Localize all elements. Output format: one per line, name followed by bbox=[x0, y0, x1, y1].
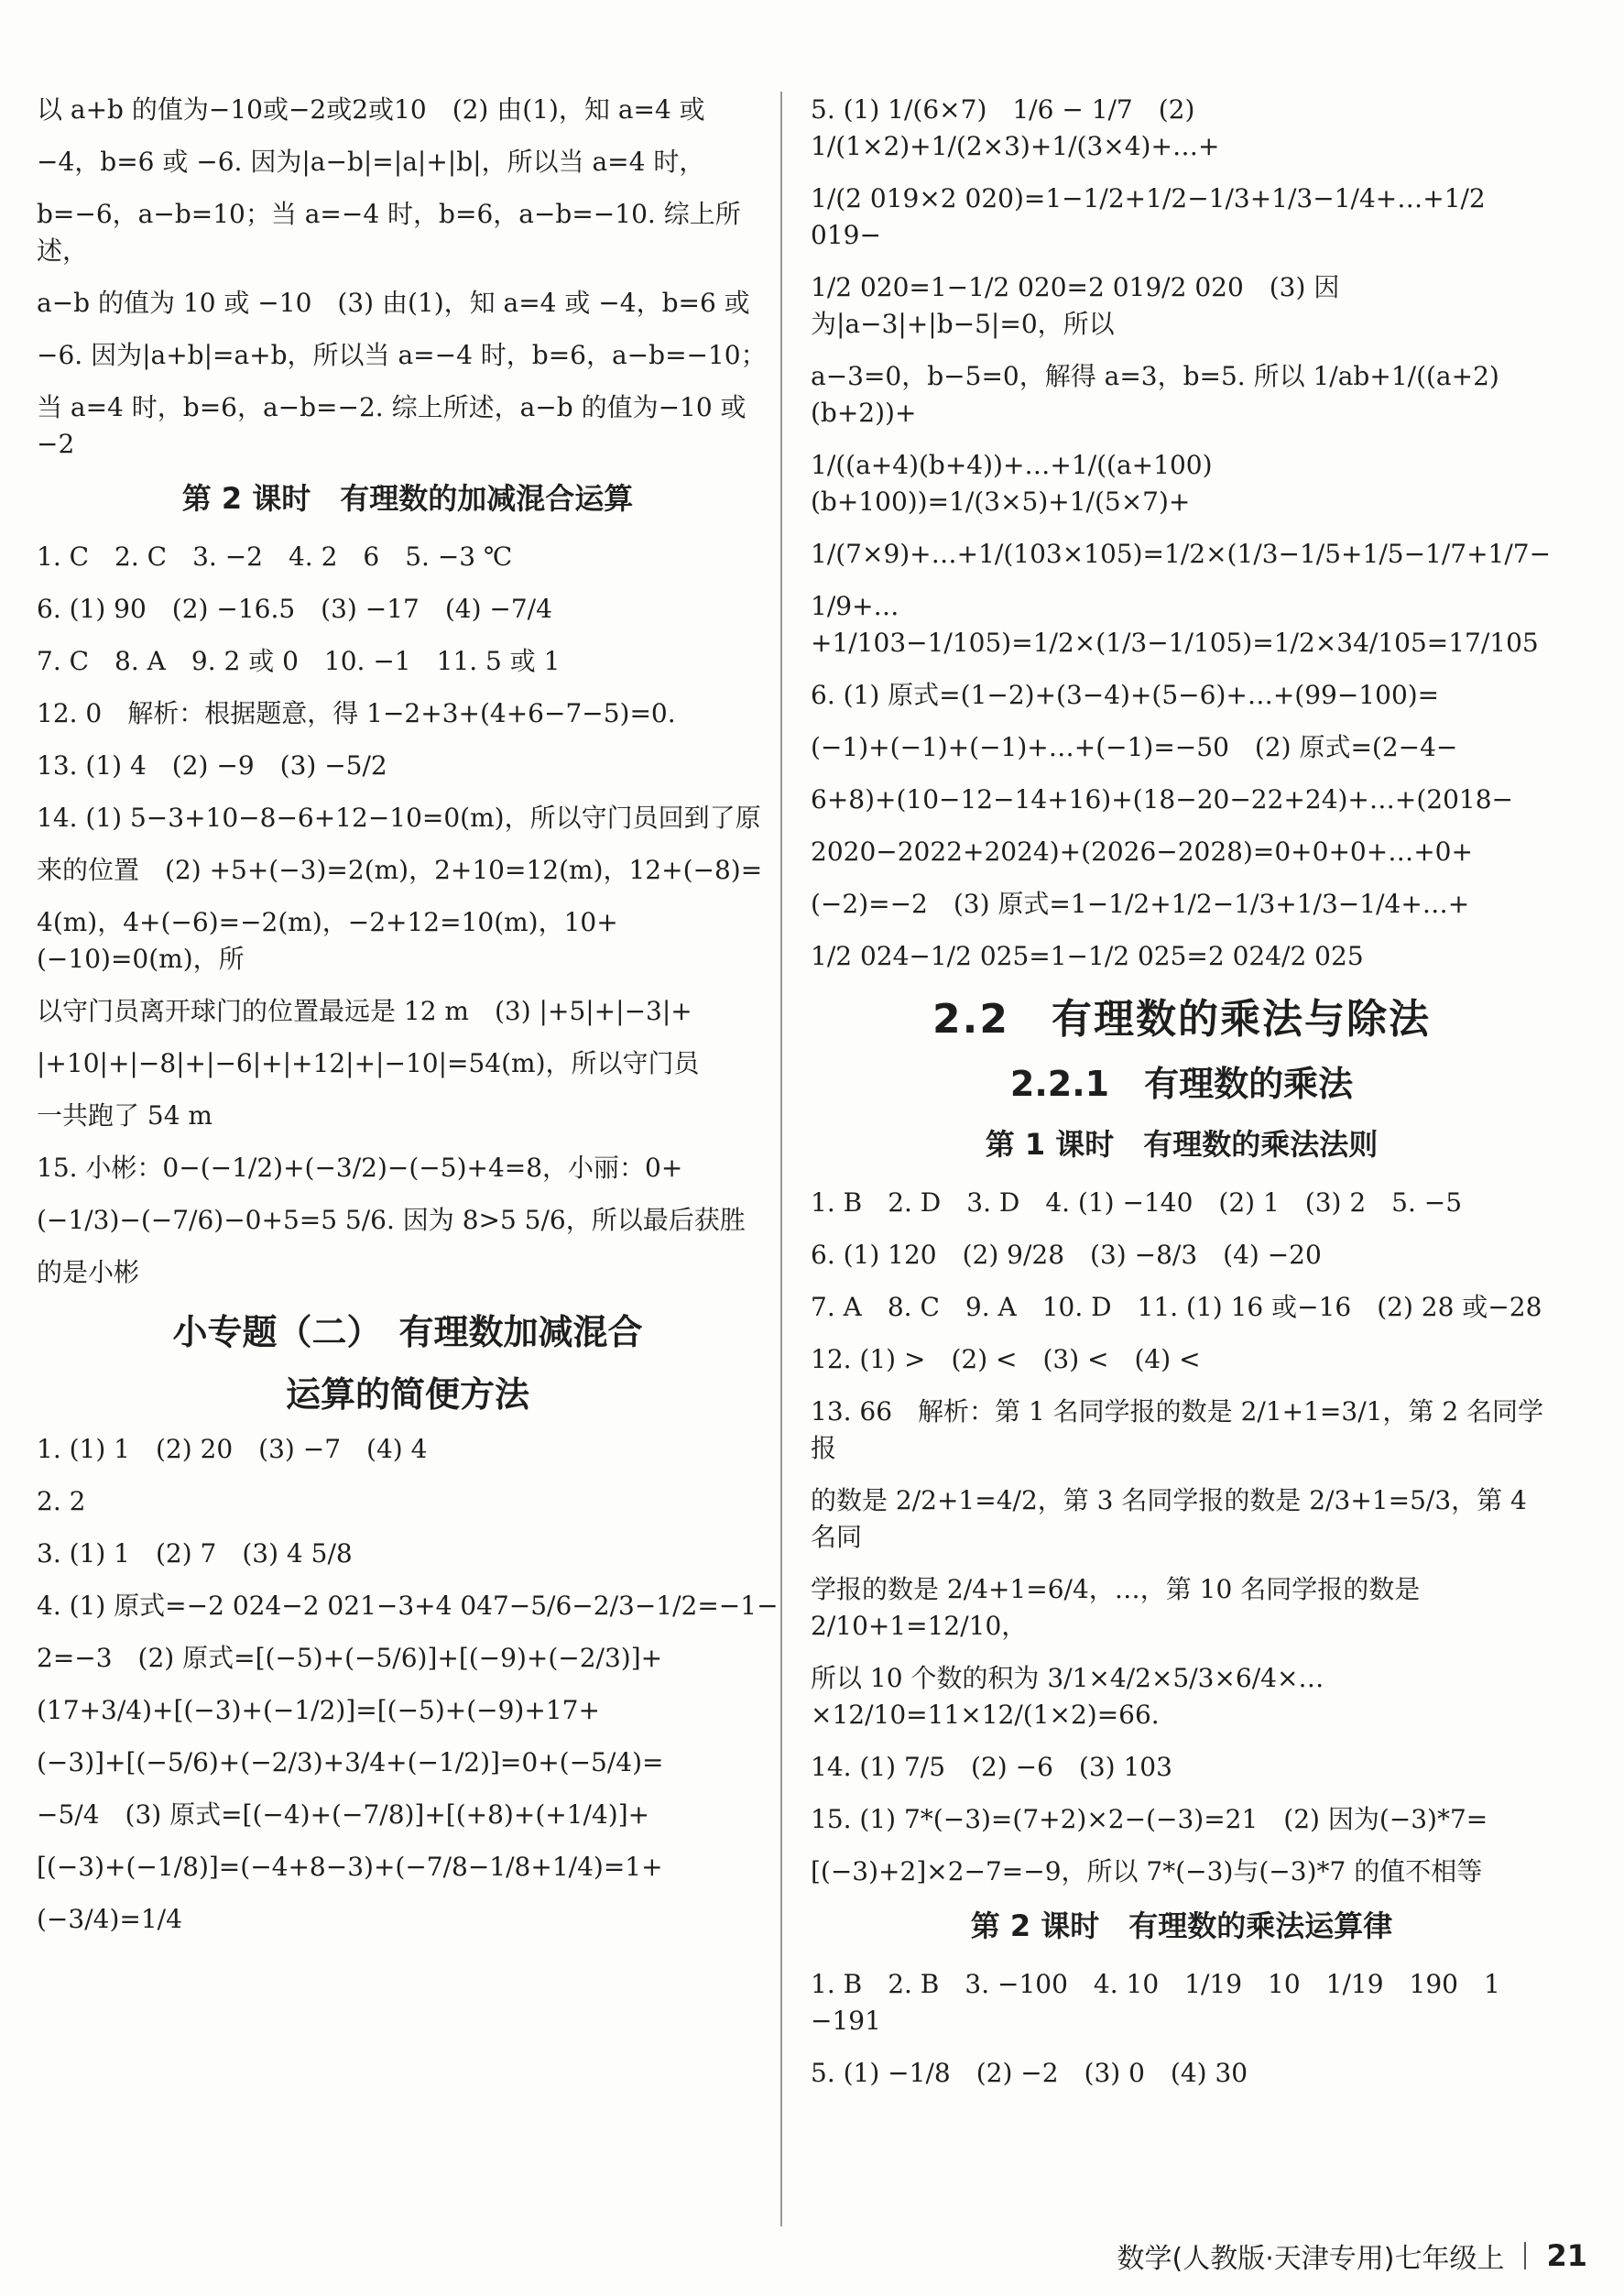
answer-line: 的数是 2/2+1=4/2，第 3 名同学报的数是 2/3+1=5/3，第 4 名同 bbox=[811, 1485, 1535, 1552]
answer-line: 1/2 024−1/2 025=1−1/2 025=2 024/2 025 bbox=[811, 941, 1364, 971]
answer-line: |+10|+|−8|+|−6|+|+12|+|−10|=54(m)，所以守门员 bbox=[37, 1048, 700, 1078]
answer-line: 学报的数是 2/4+1=6/4，…，第 10 名同学报的数是 2/10+1=12/10， bbox=[811, 1574, 1429, 1641]
answer-line: −5/4 (3) 原式=[(−4)+(−7/8)]+[(+8)+(+1/4)]+ bbox=[37, 1799, 650, 1830]
answer-line: 4. (1) 原式=−2 024−2 021−3+4 047−5/6−2/3−1/2=−1− bbox=[37, 1591, 779, 1621]
answer-line: 当 a=4 时，b=6，a−b=−2. 综上所述，a−b 的值为−10 或−2 bbox=[37, 392, 747, 459]
answer-line: −6. 因为|a+b|=a+b，所以当 a=−4 时，b=6，a−b=−10； bbox=[37, 340, 767, 370]
lesson-heading: 第 1 课时 有理数的乘法法则 bbox=[985, 1127, 1379, 1162]
answer-line: 5. (1) −1/8 (2) −2 (3) 0 (4) 30 bbox=[811, 2058, 1248, 2088]
column-divider bbox=[780, 92, 782, 2226]
subsection-heading: 2.2.1 有理数的乘法 bbox=[1009, 1064, 1354, 1104]
answer-line: (−1/3)−(−7/6)−0+5=5 5/6. 因为 8>5 5/6，所以最后获胜 bbox=[37, 1205, 746, 1235]
topic-heading: 运算的简便方法 bbox=[285, 1374, 529, 1415]
answer-line: 7. A 8. C 9. A 10. D 11. (1) 16 或−16 (2) 28 或−28 bbox=[811, 1292, 1542, 1322]
lesson-heading: 第 2 课时 有理数的加减混合运算 bbox=[181, 481, 634, 516]
answer-line: 12. 0 解析：根据题意，得 1−2+3+(4+6−7−5)=0. bbox=[37, 698, 676, 728]
answer-line: 来的位置 (2) +5+(−3)=2(m)，2+10=12(m)，12+(−8)= bbox=[37, 855, 763, 885]
answer-line: 1. C 2. C 3. −2 4. 2 6 5. −3 ℃ bbox=[37, 541, 513, 572]
answer-line: 所以 10 个数的积为 3/1×4/2×5/3×6/4×…×12/10=11×12/(1×2)=66. bbox=[811, 1663, 1324, 1730]
answer-line: 的是小彬 bbox=[37, 1257, 140, 1287]
answer-line: [(−3)+(−1/8)]=(−4+8−3)+(−7/8−1/8+1/4)=1+ bbox=[37, 1852, 663, 1882]
answer-line: 1/2 020=1−1/2 020=2 019/2 020 (3) 因为|a−3|+|b−5|=0，所以 bbox=[811, 272, 1340, 339]
answer-line: 14. (1) 7/5 (2) −6 (3) 103 bbox=[811, 1752, 1172, 1782]
answer-line: 1. (1) 1 (2) 20 (3) −7 (4) 4 bbox=[37, 1434, 428, 1464]
lesson-heading: 第 2 课时 有理数的乘法运算律 bbox=[970, 1908, 1393, 1943]
answer-line: 以守门员离开球门的位置最远是 12 m (3) |+5|+|−3|+ bbox=[37, 996, 692, 1026]
answer-line: [(−3)+2]×2−7=−9，所以 7*(−3)与(−3)*7 的值不相等 bbox=[811, 1856, 1483, 1886]
answer-line: 1. B 2. D 3. D 4. (1) −140 (2) 1 (3) 2 5. −5 bbox=[811, 1187, 1463, 1218]
book-title: 数学(人教版·天津专用)七年级上 bbox=[1117, 2243, 1505, 2275]
answer-line: 以 a+b 的值为−10或−2或2或10 (2) 由(1)，知 a=4 或 bbox=[37, 94, 705, 125]
answer-line: 15. 小彬：0−(−1/2)+(−3/2)−(−5)+4=8，小丽：0+ bbox=[37, 1153, 683, 1183]
answer-line: 15. (1) 7*(−3)=(7+2)×2−(−3)=21 (2) 因为(−3)*7= bbox=[811, 1804, 1488, 1834]
answer-line: 6. (1) 120 (2) 9/28 (3) −8/3 (4) −20 bbox=[811, 1240, 1322, 1270]
answer-line: (−2)=−2 (3) 原式=1−1/2+1/2−1/3+1/3−1/4+…+ bbox=[811, 889, 1470, 919]
right-column bbox=[811, 92, 1553, 2217]
answer-line: 5. (1) 1/(6×7) 1/6 − 1/7 (2) 1/(1×2)+1/(2×3)+1/(3×4)+…+ bbox=[811, 94, 1220, 161]
answer-line: 1/(2 019×2 020)=1−1/2+1/2−1/3+1/3−1/4+…+1/2 019− bbox=[811, 183, 1494, 250]
answer-line: (−1)+(−1)+(−1)+…+(−1)=−50 (2) 原式=(2−4− bbox=[811, 732, 1458, 762]
answer-line: 13. 66 解析：第 1 名同学报的数是 2/1+1=3/1，第 2 名同学报 bbox=[811, 1396, 1544, 1463]
answer-line: 3. (1) 1 (2) 7 (3) 4 5/8 bbox=[37, 1538, 353, 1569]
answer-line: 6. (1) 原式=(1−2)+(3−4)+(5−6)+…+(99−100)= bbox=[811, 680, 1440, 710]
answer-line: 7. C 8. A 9. 2 或 0 10. −1 11. 5 或 1 bbox=[37, 646, 561, 676]
footer-separator bbox=[1524, 2242, 1526, 2269]
answer-line: 1/9+…+1/103−1/105)=1/2×(1/3−1/105)=1/2×34/105=17/105 bbox=[811, 591, 1539, 658]
answer-line: 12. (1) > (2) < (3) < (4) < bbox=[811, 1344, 1201, 1374]
answer-line: −4，b=6 或 −6. 因为|a−b|=|a|+|b|，所以当 a=4 时， bbox=[37, 147, 705, 177]
answer-line: 一共跑了 54 m bbox=[37, 1100, 213, 1131]
answer-line: a−3=0，b−5=0，解得 a=3，b=5. 所以 1/ab+1/((a+2)(b+2))+ bbox=[811, 361, 1499, 428]
answer-line: 2. 2 bbox=[37, 1486, 86, 1516]
answer-line: 4(m)，4+(−6)=−2(m)，−2+12=10(m)，10+(−10)=0(m)，所 bbox=[37, 907, 618, 974]
page-number: 21 bbox=[1546, 2238, 1587, 2273]
topic-heading: 小专题（二） 有理数加减混合 bbox=[172, 1312, 643, 1352]
answer-line: 6. (1) 90 (2) −16.5 (3) −17 (4) −7/4 bbox=[37, 594, 552, 624]
answer-line: (−3)]+[(−5/6)+(−2/3)+3/4+(−1/2)]=0+(−5/4)= bbox=[37, 1747, 664, 1777]
answer-line: (17+3/4)+[(−3)+(−1/2)]=[(−5)+(−9)+17+ bbox=[37, 1695, 600, 1725]
answer-line: 2=−3 (2) 原式=[(−5)+(−5/6)]+[(−9)+(−2/3)]+ bbox=[37, 1643, 663, 1673]
answer-line: 6+8)+(10−12−14+16)+(18−20−22+24)+…+(2018− bbox=[811, 784, 1513, 815]
left-column bbox=[37, 92, 779, 2217]
answer-line: (−3/4)=1/4 bbox=[37, 1904, 182, 1934]
answer-line: 1/((a+4)(b+4))+…+1/((a+100)(b+100))=1/(3×5)+1/(5×7)+ bbox=[811, 450, 1213, 517]
answer-line: 1/(7×9)+…+1/(103×105)=1/2×(1/3−1/5+1/5−1/7+1/7− bbox=[811, 539, 1552, 569]
answer-line: 1. B 2. B 3. −100 4. 10 1/19 10 1/19 190 1 −191 bbox=[811, 1969, 1526, 2036]
answer-line: b=−6，a−b=10；当 a=−4 时，b=6，a−b=−10. 综上所述， bbox=[37, 199, 741, 266]
answer-line: 13. (1) 4 (2) −9 (3) −5/2 bbox=[37, 750, 387, 781]
answer-line: a−b 的值为 10 或 −10 (3) 由(1)，知 a=4 或 −4，b=6 或 bbox=[37, 288, 750, 318]
page-footer bbox=[1117, 2236, 1587, 2276]
answer-line: 14. (1) 5−3+10−8−6+12−10=0(m)，所以守门员回到了原 bbox=[37, 803, 761, 833]
section-heading: 2.2 有理数的乘法与除法 bbox=[932, 996, 1431, 1043]
answer-line: 2020−2022+2024)+(2026−2028)=0+0+0+…+0+ bbox=[811, 836, 1473, 867]
